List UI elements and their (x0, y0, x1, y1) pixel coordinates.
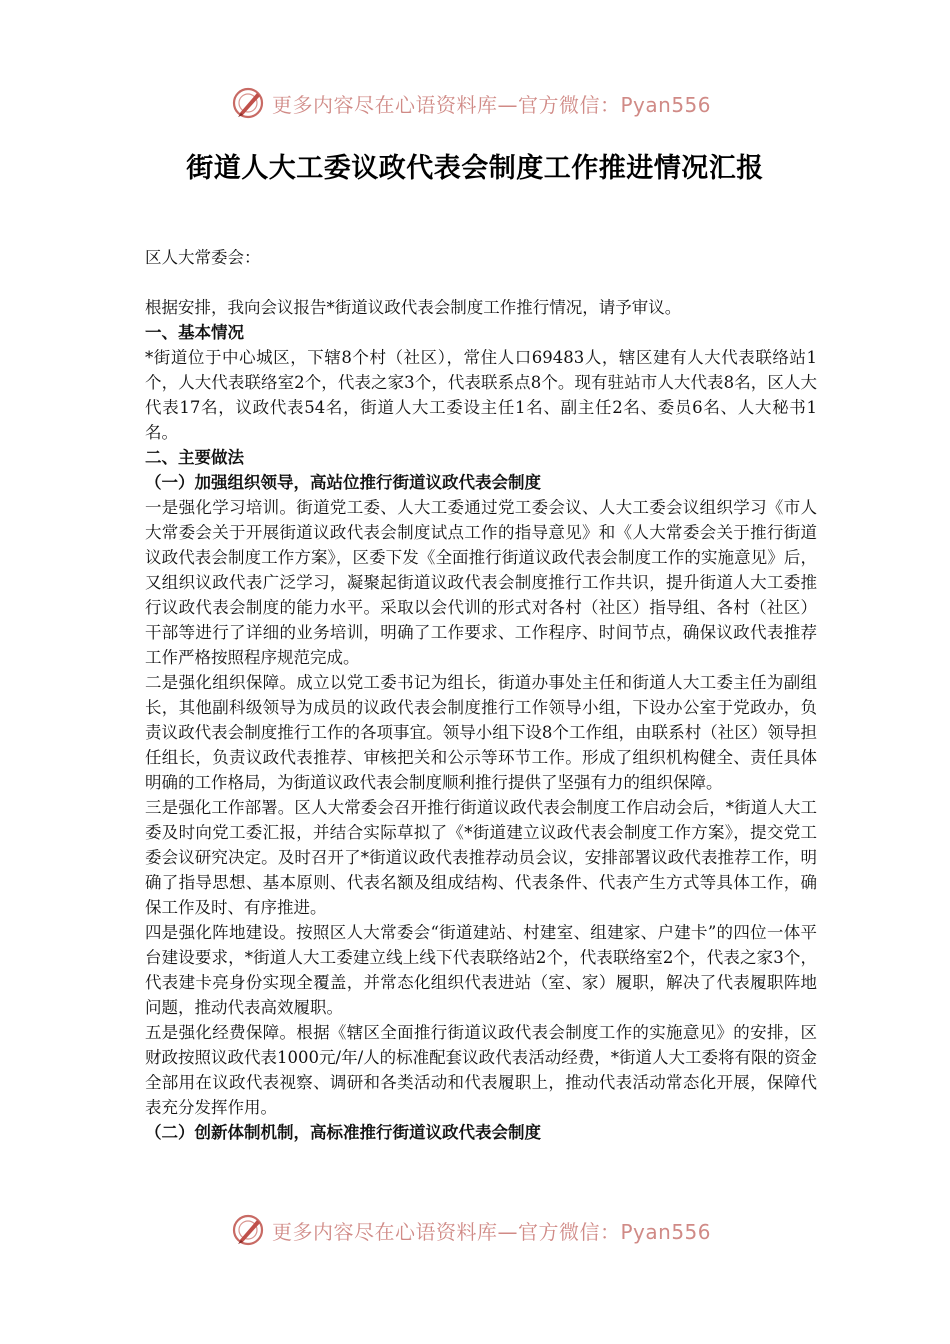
subheading-organization: （一）加强组织领导，高站位推行街道议政代表会制度 (145, 473, 541, 492)
watermark-text: 更多内容尽在心语资料库—官方微信：Pyan556 (272, 1219, 712, 1244)
section-heading-basic: 一、基本情况 (145, 323, 244, 342)
paragraph-funding: 五是强化经费保障。根据《辖区全面推行街道议政代表会制度工作的实施意见》的安排，区财政按照议政代表1000元/年/人的标准配套议政代表活动经费，*街道人大工委将有限的资金全部用在议政代表视察、调研和各类活动和代表履职上，推动代表活动常态化开展，保障代表充分发挥作用。 (145, 1023, 817, 1117)
watermark-text: 更多内容尽在心语资料库—官方微信：Pyan556 (272, 92, 712, 117)
basic-situation-paragraph: *街道位于中心城区，下辖8个村（社区），常住人口69483人，辖区建有人大代表联络站1个，人大代表联络室2个，代表之家3个，代表联系点8个。现有驻站市人大代表8名，区人大代表17名，议政代表54名，街道人大工委设主任1名、副主任2名、委员6名、人大秘书1名。 (145, 348, 817, 442)
paragraph-organization: 二是强化组织保障。成立以党工委书记为组长，街道办事处主任和街道人大工委主任为副组长，其他副科级领导为成员的议政代表会制度推行工作领导小组，下设办公室于党政办，负责议政代表会制度推行工作的各项事宜。领导小组下设8个工作组，由联系村（社区）领导担任组长，负责议政代表推荐、审核把关和公示等环节工作。形成了组织机构健全、责任具体明确的工作格局，为街道议政代表会制度顺利推行提供了坚强有力的组织保障。 (145, 673, 817, 792)
document-body (145, 245, 817, 1145)
watermark-banner-top (230, 83, 750, 123)
paragraph-training: 一是强化学习培训。街道党工委、人大工委通过党工委会议、人大工委会议组织学习《市人大常委会关于开展街道议政代表会制度试点工作的指导意见》和《人大常委会关于推行街道议政代表会制度工作方案》，区委下发《全面推行街道议政代表会制度工作的实施意见》后，又组织议政代表广泛学习，凝聚起街道议政代表会制度推行工作共识，提升街道人大工委推行议政代表会制度的能力水平。采取以会代训的形式对各村（社区）指导组、各村（社区）干部等进行了详细的业务培训，明确了工作要求、工作程序、时间节点，确保议政代表推荐工作严格按照程序规范完成。 (145, 498, 817, 667)
intro-paragraph: 根据安排，我向会议报告*街道议政代表会制度工作推行情况，请予审议。 (145, 298, 682, 317)
salutation: 区人大常委会： (145, 248, 261, 267)
pen-nib-logo-icon (230, 85, 266, 121)
section-heading-practices: 二、主要做法 (145, 448, 244, 467)
watermark-banner-bottom (230, 1210, 750, 1250)
document-title: 街道人大工委议政代表会制度工作推进情况汇报 (186, 153, 764, 184)
paragraph-deployment: 三是强化工作部署。区人大常委会召开推行街道议政代表会制度工作启动会后，*街道人大工委及时向党工委汇报，并结合实际草拟了《*街道建立议政代表会制度工作方案》，提交党工委会议研究决定。及时召开了*街道议政代表推荐动员会议，安排部署议政代表推荐工作，明确了指导思想、基本原则、代表名额及组成结构、代表条件、代表产生方式等具体工作，确保工作及时、有序推进。 (145, 798, 817, 917)
subheading-mechanism: （二）创新体制机制，高标准推行街道议政代表会制度 (145, 1123, 541, 1142)
pen-nib-logo-icon (230, 1212, 266, 1248)
paragraph-facilities: 四是强化阵地建设。按照区人大常委会“街道建站、村建室、组建家、户建卡”的四位一体平台建设要求，*街道人大工委建立线上线下代表联络站2个，代表联络室2个，代表之家3个，代表建卡亮身份实现全覆盖，并常态化组织代表进站（室、家）履职，解决了代表履职阵地问题，推动代表高效履职。 (145, 923, 817, 1017)
